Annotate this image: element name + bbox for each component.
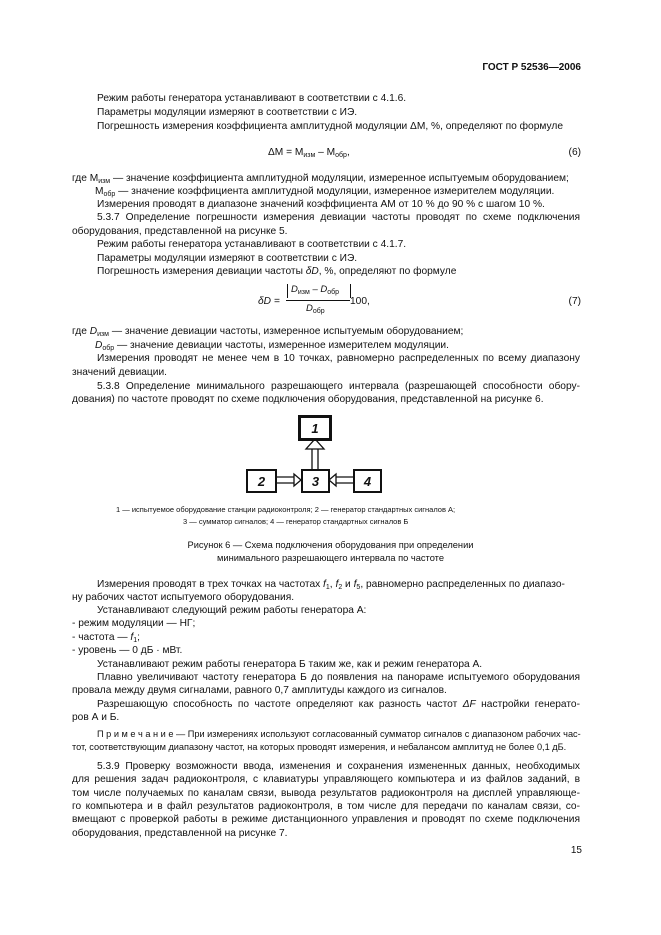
text-line: Устанавливают режим работы генератора Б таким же, как и режим генератора А. [97, 659, 483, 670]
block-2-generator-a: 2 [246, 469, 277, 493]
text-line: Плавно увеличивают частоту генератора Б до появления на панораме испытуемого оборудования [97, 672, 580, 683]
text-line: Измерения проводят в диапазоне значений коэффициента АМ от 10 % до 90 % с шагом 10 %. [97, 199, 545, 210]
text-line: Устанавливают следующий режим работы генератора А: [97, 605, 367, 616]
text-line: 5.3.7 Определение погрешности измерения девиации частоты проводят по схеме подключения [97, 212, 580, 223]
list-item: - уровень — 0 дБ · мВт. [72, 645, 183, 656]
document-page: ГОСТ Р 52536—2006 Режим работы генератора устанавливают в соответствии с 4.1.6. Параметры модуляции измеряют в соответствии с ИЭ. Погрешность измерения коэффициента амплитудной модуляции ΔМ, %, определяют по формуле $\Delta М = М_{изм} - М_{обр}$, (6) где $М_{изм}$ — значение коэффициента амплитудной модуляции, измеренное испытуемым оборудованием; $М_{обр}$ — значение коэффициента амплитудной модуляции, измеренное измерителем модуляции. Измерения проводят в диапазоне значений коэффициента АМ от 10 % до 90 % с шагом 10 %. 5.3.7 Определение погрешности измерения девиации частоты проводят по схеме подключения оборудования, представленной на рисунке 5. Режим работы генератора устанавливают в соответствии с 4.1.7. Параметры модуляции измеряют в соответствии с ИЭ. Погрешность измерения девиации частоты δD, %, определяют по формуле δD = $D_{изм} - D_{обр}$ $D_{обр}$ 100, (7) где $D_{изм}$ — значение девиации частоты, измеренное испытуемым оборудованием; $D_{обр}$ — значение девиации частоты, измеренное измерителем модуляции. Измерения проводят не менее чем в 10 точках, равномерно распределенных по всему диапазону значений девиации. 5.3.8 Определение минимального разрешающего интервала (разрешающей способности обору- дования) по частоте проводят по схеме подключения оборудования, представленной на рисунке 6. 1 2 3 4 1 — испытуемое оборудование станции радиоконтроля; 2 — генератор стандартных сигналов А; 3 — сумматор сигналов; 4 — генератор стандартных сигналов Б Рисунок 6 — Схема подключения оборудования при определении минимального разрешающего интервала по частоте Измерения проводят в трех точках на частотах $f_1$, $f_2$ и $f_5$, равномерно распределенных по диапазо- ну рабочих частот испытуемого оборудования. Устанавливают следующий режим работы генератора А: - режим модуляции — НГ; - частота — $f_1$; - уровень — 0 дБ · мВт. Устанавливают режим работы генератора Б таким же, как и режим генератора А. Плавно увеличивают частоту генератора Б до появления на панораме испытуемого оборудования провала между двумя сигналами, равного 0,7 амплитуды каждого из сигналов. Разрешающую способность по частоте определяют как разность частот ΔF настройки генерато- ров А и Б. П р и м е ч а н и е — При измерениях используют согласованный сумматор сигналов с диапазоном рабочих час- тот, соответствующим диапазону частот, на которых проводят измерения, и небалансом амплитуд не более 0,1 дБ. 5.3.9 Проверку возможности ввода, изменения и сохранения измененных данных, необходимых для решения задач радиоконтроля, с клавиатуры управляющего компьютера и из файлов заданий, в том числе получаемых по каналам связи, вывода результатов радиоконтроля на дисплей управляюще- го компьютера и в файл результатов радиоконтроля, в том числе для передачи по каналам связи, со- вмещают с проверкой работы в режиме дистанционного управления и проводят по схеме подключения оборудования, представленной на рисунке 7. 15 [0, 0, 661, 935]
text-line: Погрешность измерения девиации частоты δD, %, определяют по формуле [97, 266, 457, 277]
text-line: ну рабочих частот испытуемого оборудования. [72, 592, 295, 603]
equation-number-6: (6) [568, 147, 581, 158]
list-item: - частота — $f_1$; [72, 632, 140, 644]
text-line: ров А и Б. [72, 712, 120, 723]
figure-legend-line-2: 3 — сумматор сигналов; 4 — генератор стандартных сигналов Б [183, 517, 409, 526]
figure-caption-line-1: Рисунок 6 — Схема подключения оборудования при определении [187, 540, 474, 550]
block-1-receiver: 1 [298, 415, 332, 441]
page-number: 15 [570, 845, 582, 856]
text-line: Параметры модуляции измеряют в соответствии с ИЭ. [97, 253, 358, 264]
text-line: Разрешающую способность по частоте определяют как разность частот ΔF настройки генерато- [97, 699, 580, 710]
text-line: Параметры модуляции измеряют в соответствии с ИЭ. [97, 107, 358, 118]
formula-6: $\Delta М = М_{изм} - М_{обр}$, [268, 147, 350, 159]
text-line: Измерения проводят в трех точках на частотах $f_1$, $f_2$ и $f_5$, равномерно распределенных по диапазо- [97, 579, 565, 591]
where-line-1: где $D_{изм}$ — значение девиации частоты, измеренное испытуемым оборудованием; [72, 326, 464, 338]
figure-caption-line-2: минимального разрешающего интервала по частоте [217, 553, 444, 563]
standard-header: ГОСТ Р 52536—2006 [482, 62, 581, 73]
text-line: Погрешность измерения коэффициента амплитудной модуляции ΔМ, %, определяют по формуле [97, 121, 563, 132]
text-line: вмещают с проверкой работы в режиме дистанционного управления и проводят по схеме подключения [72, 814, 580, 825]
text-line: том числе получаемых по каналам связи, вывода результатов радиоконтроля на дисплей управляюще- [72, 788, 580, 799]
text-line: дования) по частоте проводят по схеме подключения оборудования, представленной на рисунке 6. [72, 394, 544, 405]
block-3-combiner: 3 [301, 469, 330, 493]
equation-number-7: (7) [568, 296, 581, 307]
text-line: для решения задач радиоконтроля, с клавиатуры управляющего компьютера и из файлов заданий, в [72, 774, 580, 785]
text-line: значений девиации. [72, 367, 167, 378]
list-item: - режим модуляции — НГ; [72, 618, 196, 629]
where-line-2: $М_{обр}$ — значение коэффициента амплитудной модуляции, измеренное измерителем модуляции. [95, 186, 555, 198]
text-line: Режим работы генератора устанавливают в соответствии с 4.1.7. [97, 239, 407, 250]
text-line: 5.3.8 Определение минимального разрешающего интервала (разрешающей способности обору- [97, 381, 580, 392]
text-line: го компьютера и в файл результатов радиоконтроля, в том числе для передачи по каналам связи, со- [72, 801, 580, 812]
text-line: Режим работы генератора устанавливают в соответствии с 4.1.6. [97, 93, 407, 104]
where-line-2: $D_{обр}$ — значение девиации частоты, измеренное измерителем модуляции. [95, 340, 449, 352]
block-4-generator-b: 4 [353, 469, 382, 493]
text-line: оборудования, представленной на рисунке 7. [72, 828, 288, 839]
text-line: 5.3.9 Проверку возможности ввода, изменения и сохранения измененных данных, необходимых [97, 761, 580, 772]
note-line-2: тот, соответствующим диапазону частот, на которых проводят измерения, и небалансом амплитуд не более 0,1 дБ. [72, 742, 567, 752]
note-line-1: П р и м е ч а н и е — При измерениях используют согласованный сумматор сигналов с диапазоном рабочих час- [97, 729, 581, 739]
text-line: провала между двумя сигналами, равного 0,7 амплитуды каждого из сигналов. [72, 685, 447, 696]
figure-legend-line-1: 1 — испытуемое оборудование станции радиоконтроля; 2 — генератор стандартных сигналов А; [116, 505, 456, 514]
where-line-1: где $М_{изм}$ — значение коэффициента амплитудной модуляции, измеренное испытуемым оборудованием; [72, 173, 569, 185]
text-line: оборудования, представленной на рисунке 5. [72, 226, 288, 237]
text-line: Измерения проводят не менее чем в 10 точках, равномерно распределенных по всему диапазону [97, 353, 580, 364]
